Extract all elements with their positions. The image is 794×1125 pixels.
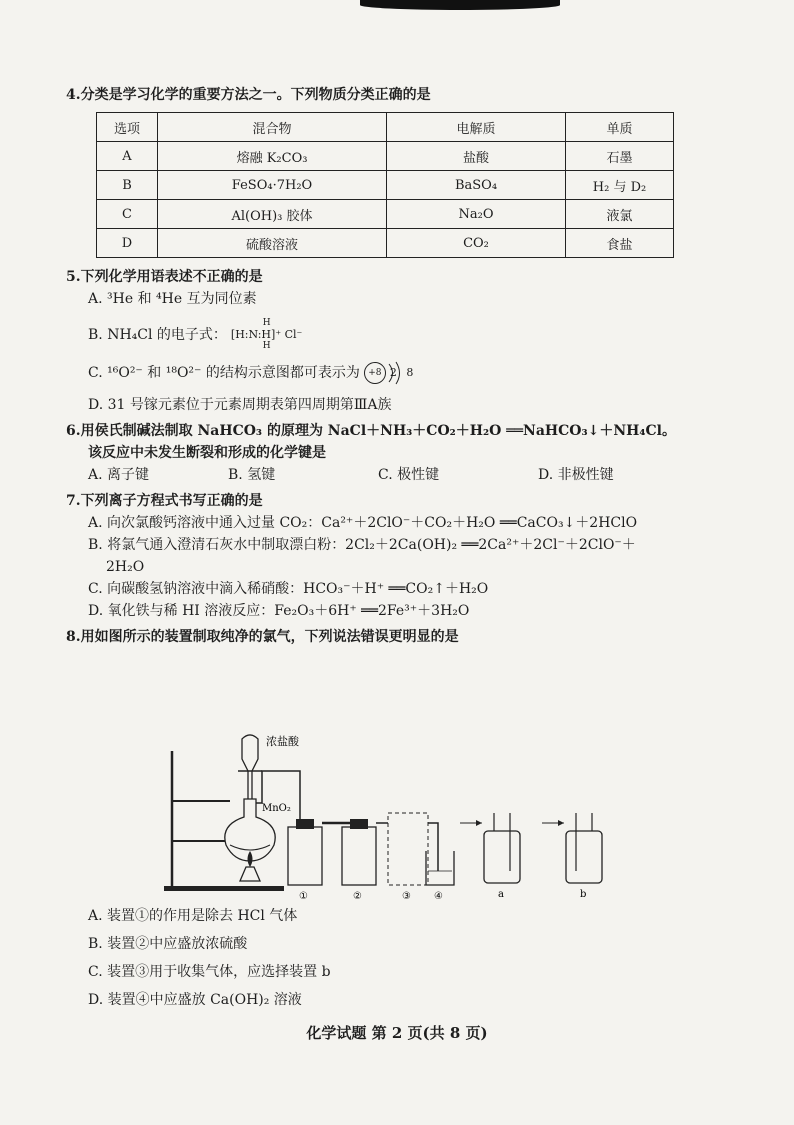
table-row (97, 142, 674, 171)
table-cell: C (97, 200, 158, 229)
q8-option-a: A. 装置①的作用是除去 HCl 气体 (88, 908, 298, 924)
q7-option-a: A. 向次氯酸钙溶液中通入过量 CO₂：Ca²⁺＋2ClO⁻＋CO₂＋H₂O ══CaCO₃↓＋2HClO (88, 515, 638, 531)
q7-option-b-line1: B. 将氯气通入澄清石灰水中制取漂白粉：2Cl₂＋2Ca(OH)₂ ══2Ca²⁺＋2Cl⁻＋2ClO⁻＋ (88, 537, 636, 553)
shell-electron-counts: 2 8 (389, 366, 417, 379)
gas-bottle-b (566, 831, 602, 883)
label-device-2: ② (353, 891, 362, 901)
table-row (97, 171, 674, 200)
q5-option-b: B. NH₄Cl 的电子式： H [H:N:H]⁺ Cl⁻ H (88, 318, 303, 351)
table-header-cell: 选项 (97, 113, 158, 142)
q5-stem: 5.下列化学用语表述不正确的是 (66, 269, 263, 285)
table-cell: FeSO₄·7H₂O (158, 171, 387, 200)
washing-bottle-2 (342, 827, 376, 885)
q7-option-d: D. 氧化铁与稀 HI 溶液反应：Fe₂O₃＋6H⁺ ══2Fe³⁺＋3H₂O (88, 603, 470, 619)
table-cell: 食盐 (566, 229, 674, 258)
scan-edge-mark (360, 0, 560, 10)
q4-classification-table (96, 112, 674, 258)
collector-placeholder-3 (388, 813, 428, 885)
page-footer: 化学试题 第 2 页(共 8 页) (306, 1024, 488, 1042)
label-device-3: ③ (402, 891, 411, 901)
q6-option-d: D. 非极性键 (538, 467, 614, 483)
gas-bottle-a (484, 831, 520, 883)
table-cell: BaSO₄ (387, 171, 566, 200)
table-cell: 石墨 (566, 142, 674, 171)
table-cell: 液氯 (566, 200, 674, 229)
table-cell: 盐酸 (387, 142, 566, 171)
table-cell: B (97, 171, 158, 200)
label-device-1: ① (299, 891, 308, 901)
atom-structure-diagram (364, 361, 417, 385)
bottle-1-stopper (296, 819, 314, 829)
washing-bottle-1 (288, 827, 322, 885)
table-cell: H₂ 与 D₂ (566, 171, 674, 200)
stand-base (164, 886, 284, 891)
exam-page (66, 84, 706, 648)
q8-option-b: B. 装置②中应盛放浓硫酸 (88, 936, 248, 952)
q5-option-d: D. 31 号镓元素位于元素周期表第四周期第ⅢA族 (88, 397, 392, 413)
label-bottle-b: b (580, 889, 587, 900)
alcohol-lamp (240, 867, 260, 881)
q6-option-a: A. 离子键 (88, 467, 150, 483)
table-cell: CO₂ (387, 229, 566, 258)
label-bottle-a: a (498, 889, 504, 900)
table-row (97, 229, 674, 258)
tube-to-beaker (428, 823, 438, 871)
q8-stem: 8.用如图所示的装置制取纯净的氯气，下列说法错误更明显的是 (66, 629, 459, 645)
q5-option-c: C. ¹⁶O²⁻ 和 ¹⁸O²⁻ 的结构示意图都可表示为 +8 2 8 (88, 356, 706, 390)
table-cell: D (97, 229, 158, 258)
table-cell: Na₂O (387, 200, 566, 229)
electron-formula: H [H:N:H]⁺ Cl⁻ H (230, 318, 303, 351)
nucleus-circle: +8 (364, 362, 386, 384)
q4-stem: 4.分类是学习化学的重要方法之一。下列物质分类正确的是 (66, 87, 431, 103)
q8-option-d: D. 装置④中应盛放 Ca(OH)₂ 溶液 (88, 992, 302, 1008)
table-header-row (97, 113, 674, 142)
table-cell: A (97, 142, 158, 171)
label-mno2: MnO₂ (262, 803, 291, 814)
q6-options-row (88, 464, 706, 486)
q6-option-c: C. 极性键 (378, 467, 440, 483)
table-header-cell: 电解质 (387, 113, 566, 142)
q7-stem: 7.下列离子方程式书写正确的是 (66, 493, 263, 509)
q8-options (88, 902, 708, 1014)
table-cell: 熔融 K₂CO₃ (158, 142, 387, 171)
q7-option-c: C. 向碳酸氢钠溶液中滴入稀硝酸：HCO₃⁻＋H⁺ ══CO₂↑＋H₂O (88, 581, 489, 597)
q6-option-b: B. 氢键 (228, 467, 276, 483)
table-cell: Al(OH)₃ 胶体 (158, 200, 387, 229)
q8-option-c: C. 装置③用于收集气体，应选择装置 b (88, 964, 331, 980)
q5-option-a: A. ³He 和 ⁴He 互为同位素 (88, 291, 257, 307)
q7-option-b-line2: 2H₂O (106, 559, 145, 575)
label-conc-hcl: 浓盐酸 (266, 735, 299, 748)
table-header-cell: 单质 (566, 113, 674, 142)
label-device-4: ④ (434, 891, 443, 901)
table-header-cell: 混合物 (158, 113, 387, 142)
q6-stem-line2: 该反应中未发生断裂和形成的化学键是 (88, 445, 326, 461)
bottle-2-stopper (350, 819, 368, 829)
chlorine-apparatus-diagram (150, 731, 630, 901)
table-row (97, 200, 674, 229)
q6-stem-line1: 6.用侯氏制碱法制取 NaHCO₃ 的原理为 NaCl＋NH₃＋CO₂＋H₂O ══NaHCO₃↓＋NH₄Cl。 (66, 423, 676, 439)
table-cell: 硫酸溶液 (158, 229, 387, 258)
beaker-4 (426, 851, 454, 885)
